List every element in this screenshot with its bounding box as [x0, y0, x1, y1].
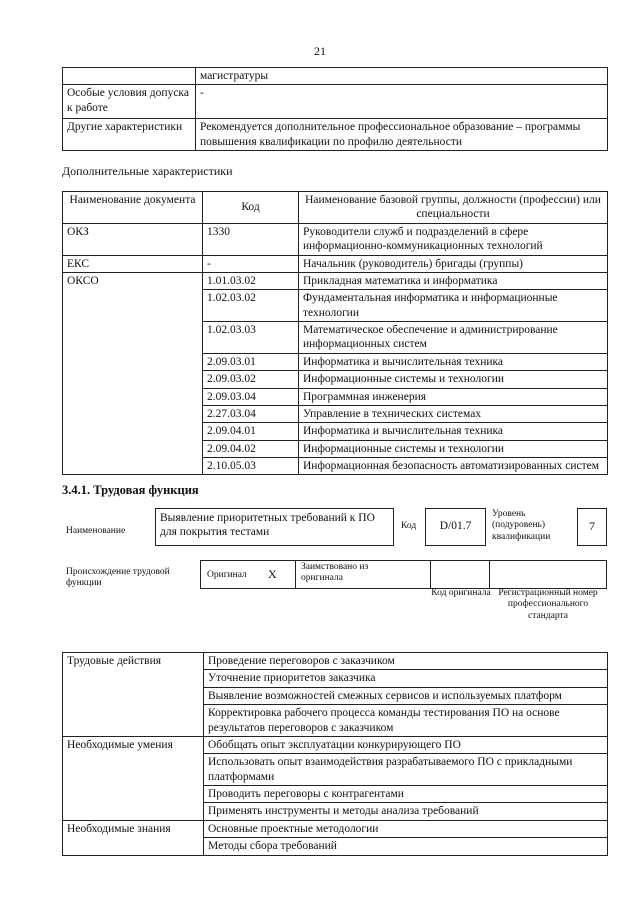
name-cell: Информационные системы и технологии	[299, 371, 608, 388]
category-cell: Необходимые знания	[63, 820, 204, 855]
category-cell: Трудовые действия	[63, 653, 204, 737]
section-title: 3.4.1. Трудовая функция	[62, 483, 199, 497]
function-name-label: Наименование	[66, 526, 126, 536]
column-header: Наименование базовой группы, должности (профессии) или специальности	[299, 192, 608, 224]
row-value: -	[196, 85, 608, 119]
table-row	[63, 255, 608, 272]
code-cell: 1330	[203, 223, 299, 255]
item-cell: Основные проектные методологии	[204, 820, 608, 837]
item-cell: Использовать опыт взаимодействия разрабатываемого ПО с прикладными платформами	[204, 754, 608, 786]
origin-original-label: Оригинал	[207, 570, 247, 580]
column-header: Наименование документа	[63, 192, 203, 224]
name-cell: Фундаментальная информатика и информационные технологии	[299, 290, 608, 322]
row-label: Другие характеристики	[63, 119, 196, 151]
extra-characteristics-table	[62, 191, 608, 475]
code-cell: 1.02.03.02	[203, 290, 299, 322]
table-row	[63, 736, 608, 753]
page-number: 21	[314, 44, 326, 58]
code-cell: 2.09.03.01	[203, 353, 299, 370]
name-cell: Информационные системы и технологии	[299, 440, 608, 457]
name-cell: Информатика и вычислительная техника	[299, 423, 608, 440]
name-cell: Руководители служб и подразделений в сфере информационно-коммуникационных технологий	[299, 223, 608, 255]
extra-characteristics-heading: Дополнительные характеристики	[62, 164, 233, 178]
code-cell: 2.09.04.01	[203, 423, 299, 440]
code-cell: 1.01.03.02	[203, 272, 299, 289]
code-cell: 2.09.03.02	[203, 371, 299, 388]
function-code-box	[425, 508, 486, 546]
code-cell: 1.02.03.03	[203, 322, 299, 354]
table-row	[63, 85, 608, 119]
item-cell: Уточнение приоритетов заказчика	[204, 670, 608, 687]
code-cell: 2.09.03.04	[203, 388, 299, 405]
function-code-label: Код	[401, 521, 417, 531]
top-characteristics-table	[62, 67, 608, 151]
table-row	[63, 68, 608, 85]
origin-code-cell	[430, 560, 490, 589]
column-header: Код	[203, 192, 299, 224]
table-row	[63, 119, 608, 151]
name-cell: Прикладная математика и информатика	[299, 272, 608, 289]
labor-functions-table	[62, 652, 608, 856]
name-cell: Информационная безопасность автоматизированных систем	[299, 458, 608, 475]
name-cell: Начальник (руководитель) бригады (группы)	[299, 255, 608, 272]
item-cell: Методы сбора требований	[204, 838, 608, 855]
origin-original-mark: X	[268, 567, 277, 581]
doc-cell: ОКЗ	[63, 223, 203, 255]
origin-label: Происхождение трудовой функции	[66, 567, 170, 589]
item-cell: Проводить переговоры с контрагентами	[204, 786, 608, 803]
code-cell: -	[203, 255, 299, 272]
item-cell: Проведение переговоров с заказчиком	[204, 653, 608, 670]
function-code-value: D/01.7	[439, 520, 472, 532]
table-row	[63, 272, 608, 289]
item-cell: Корректировка рабочего процесса команды тестирования ПО на основе результатов переговоров с заказчиком	[204, 705, 608, 737]
name-cell: Программная инженерия	[299, 388, 608, 405]
table-row	[63, 820, 608, 837]
function-name-value: Выявление приоритетных требований к ПО для покрытия тестами	[160, 512, 375, 539]
name-cell: Математическое обеспечение и администрирование информационных систем	[299, 322, 608, 354]
qualification-level-value: 7	[589, 519, 595, 533]
origin-borrowed-cell	[295, 560, 431, 589]
qualification-level-label: Уровень (подуровень) квалификации	[492, 509, 551, 542]
code-cell: 2.09.04.02	[203, 440, 299, 457]
doc-cell: ЕКС	[63, 255, 203, 272]
origin-code-caption: Код оригинала	[431, 588, 491, 598]
table-row	[63, 223, 608, 255]
row-value: Рекомендуется дополнительное профессиональное образование – программы повышения квалификации по профилю деятельности	[196, 119, 608, 151]
code-cell: 2.27.03.04	[203, 405, 299, 422]
code-cell: 2.10.05.03	[203, 458, 299, 475]
name-cell: Управление в технических системах	[299, 405, 608, 422]
name-cell: Информатика и вычислительная техника	[299, 353, 608, 370]
qualification-level-box	[577, 508, 607, 546]
item-cell: Выявление возможностей смежных сервисов и используемых платформ	[204, 687, 608, 704]
row-label: Особые условия допуска к работе	[63, 85, 196, 119]
row-label	[63, 68, 196, 85]
origin-borrowed-label: Заимствовано из оригинала	[301, 562, 369, 584]
row-value: магистратуры	[196, 68, 608, 85]
category-cell: Необходимые умения	[63, 736, 204, 820]
doc-cell: ОКСО	[63, 272, 203, 475]
origin-reg-caption: Регистрационный номер профессионального стандарта	[498, 588, 598, 621]
table-header-row	[63, 192, 608, 224]
item-cell: Применять инструменты и методы анализа требований	[204, 803, 608, 820]
function-name-box	[155, 508, 394, 546]
item-cell: Обобщать опыт эксплуатации конкурирующего ПО	[204, 736, 608, 753]
origin-reg-cell	[489, 560, 607, 589]
table-row	[63, 653, 608, 670]
